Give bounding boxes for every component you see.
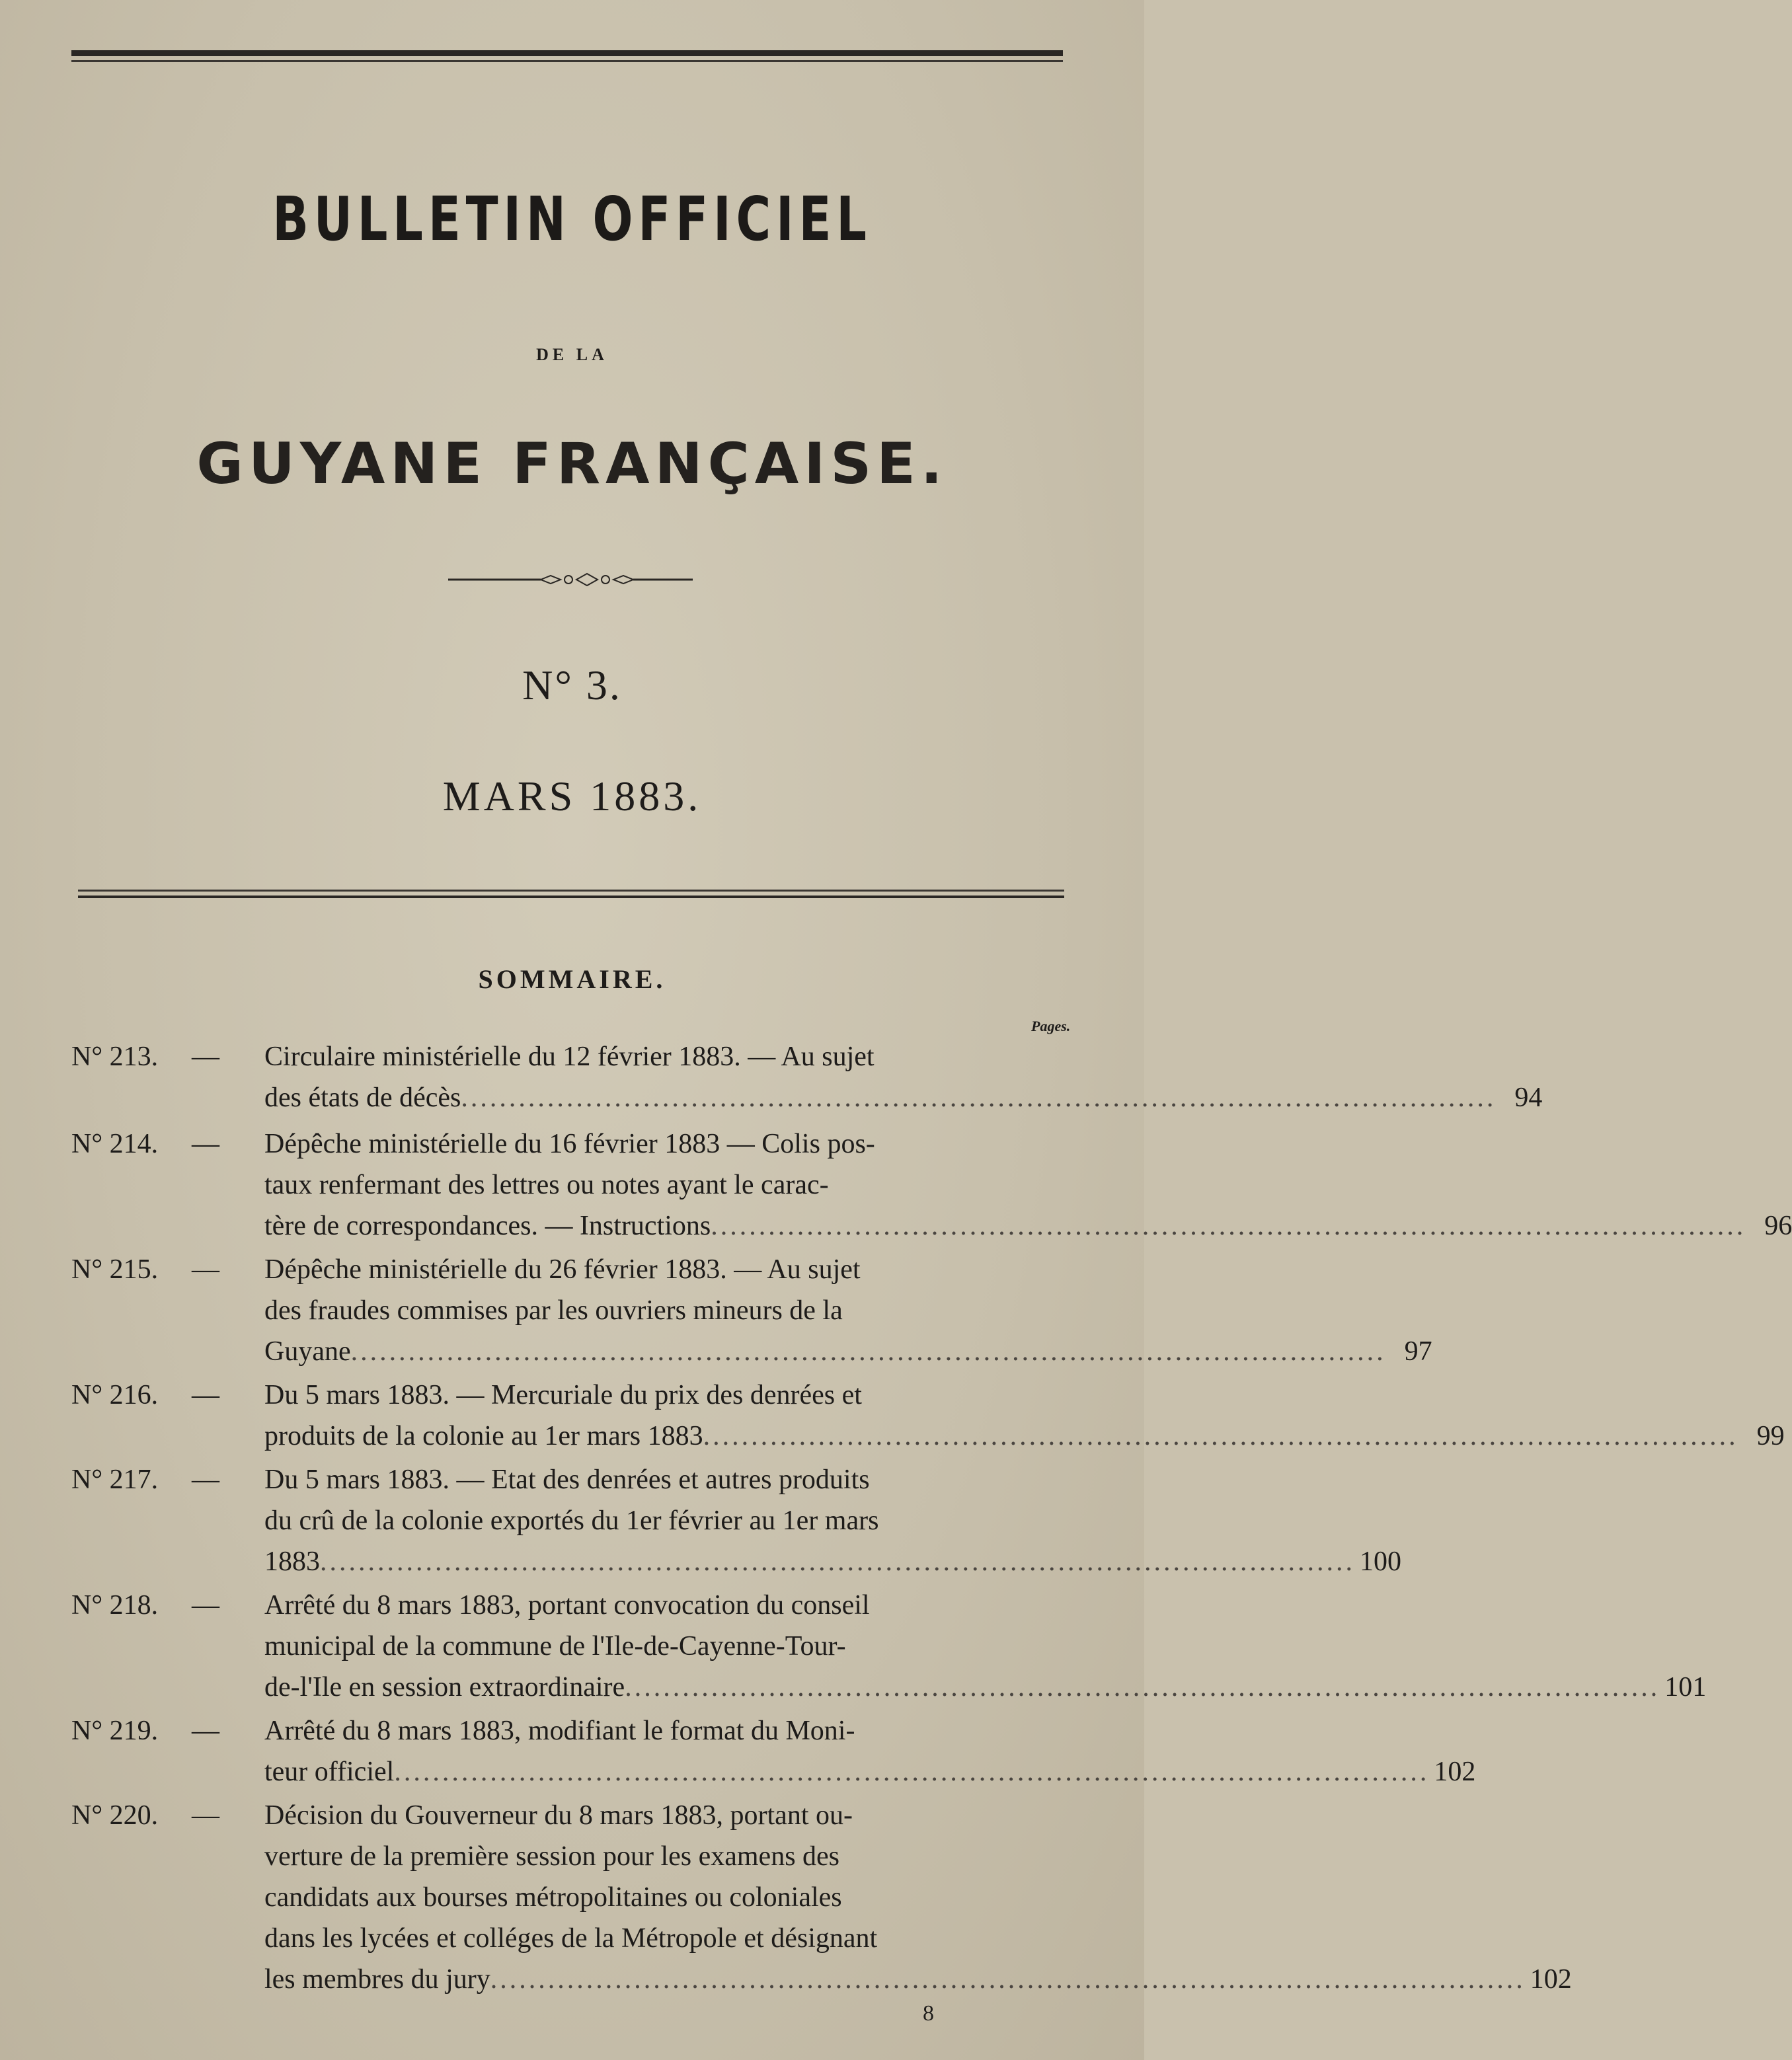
colony-title: GUYANE FRANÇAISE. xyxy=(196,431,948,497)
entry-text xyxy=(264,1249,1432,1372)
leader-dots: ............................................................................................................ xyxy=(490,1964,1526,1995)
entry-text xyxy=(264,1375,1785,1457)
entry-dash: — xyxy=(192,1716,219,1746)
bulletin-title: BULLETIN OFFICIEL xyxy=(272,184,872,254)
signature-mark: 8 xyxy=(923,2001,934,2026)
entry-text xyxy=(264,1459,1401,1582)
ornament-divider xyxy=(448,570,693,590)
entry-dash: — xyxy=(192,1129,219,1159)
entry-number: N° 218. xyxy=(71,1590,159,1621)
leader-dots: ............................................................................................................ xyxy=(625,1672,1660,1702)
entry-line: Dépêche ministérielle du 16 février 1883 — Colis pos- xyxy=(264,1129,875,1159)
entry-dash: — xyxy=(192,1254,219,1285)
entry-number: N° 219. xyxy=(71,1716,159,1746)
page-number: 102 xyxy=(1530,1964,1572,1995)
entry-line: Guyane xyxy=(264,1336,351,1367)
page-number: 101 xyxy=(1664,1672,1707,1702)
entry-number: N° 214. xyxy=(71,1129,159,1159)
entry-number: N° 215. xyxy=(71,1254,159,1285)
entry-number: N° 216. xyxy=(71,1380,159,1410)
page-number: 102 xyxy=(1434,1757,1476,1787)
entry-line: Dépêche ministérielle du 26 février 1883. — Au sujet xyxy=(264,1254,861,1285)
de-la-text: DE LA xyxy=(536,345,608,364)
entry-line: produits de la colonie au 1er mars 1883 xyxy=(264,1421,703,1451)
entry-line: de-l'Ile en session extraordinaire xyxy=(264,1672,625,1702)
entry-text xyxy=(264,1585,1707,1708)
entry-line: les membres du jury xyxy=(264,1964,490,1995)
entry-dash: — xyxy=(192,1380,219,1410)
middle-double-rule xyxy=(78,890,1064,903)
page-number: 97 xyxy=(1404,1336,1432,1367)
entry-number: N° 220. xyxy=(71,1800,159,1831)
entry-line: tère de correspondances. — Instructions xyxy=(264,1211,711,1241)
leader-dots: ............................................................................................................ xyxy=(461,1083,1497,1113)
entry-line: Du 5 mars 1883. — Etat des denrées et autres produits xyxy=(264,1465,870,1495)
entry-dash: — xyxy=(192,1590,219,1621)
leader-dots: ............................................................................................................ xyxy=(394,1757,1430,1787)
entry-line: Décision du Gouverneur du 8 mars 1883, portant ou- xyxy=(264,1800,853,1831)
pages-column-label: Pages. xyxy=(1031,1018,1071,1034)
page-number: 99 xyxy=(1756,1421,1785,1451)
entry-dash: — xyxy=(192,1042,219,1072)
entry-line: taux renfermant des lettres ou notes ayant le carac- xyxy=(264,1170,829,1200)
page-number: 96 xyxy=(1764,1211,1792,1241)
entry-line: verture de la première session pour les examens des xyxy=(264,1841,840,1872)
entry-text xyxy=(264,1795,1572,2000)
thick-rule-line xyxy=(78,896,1064,898)
entry-dash: — xyxy=(192,1800,219,1831)
entry-line: Arrêté du 8 mars 1883, modifiant le format du Moni- xyxy=(264,1716,855,1746)
entry-last-line xyxy=(264,1331,1432,1372)
entry-number: N° 213. xyxy=(71,1042,159,1072)
entry-line: Arrêté du 8 mars 1883, portant convocation du conseil xyxy=(264,1590,870,1621)
leader-dots: ............................................................................................................ xyxy=(703,1421,1738,1451)
entry-line: des états de décès xyxy=(264,1083,461,1113)
entry-line: municipal de la commune de l'Ile-de-Cayenne-Tour- xyxy=(264,1631,846,1661)
entry-text xyxy=(264,1124,1792,1246)
top-double-rule xyxy=(71,50,1063,65)
entry-line: des fraudes commises par les ouvriers mineurs de la xyxy=(264,1295,843,1326)
leader-dots: ............................................................................................................ xyxy=(711,1211,1746,1241)
page-number: 100 xyxy=(1360,1546,1401,1577)
entry-last-line xyxy=(264,1751,1476,1792)
entry-last-line xyxy=(264,1416,1785,1457)
entry-last-line xyxy=(264,1205,1792,1246)
entry-last-line xyxy=(264,1959,1572,2000)
thin-rule-line xyxy=(78,890,1064,892)
entry-line: Circulaire ministérielle du 12 février 1883. — Au sujet xyxy=(264,1042,875,1072)
thick-rule-line xyxy=(71,50,1063,56)
issue-month: MARS 1883. xyxy=(442,773,702,820)
entry-text xyxy=(264,1710,1476,1792)
entry-line: du crû de la colonie exportés du 1er février au 1er mars xyxy=(264,1506,879,1536)
thin-rule-line xyxy=(71,60,1063,62)
page-number: 94 xyxy=(1514,1083,1543,1113)
entry-line: dans les lycées et colléges de la Métropole et désignant xyxy=(264,1923,878,1954)
entry-last-line xyxy=(264,1667,1707,1708)
entry-number: N° 217. xyxy=(71,1465,159,1495)
entry-line: 1883 xyxy=(264,1546,320,1577)
entry-last-line xyxy=(264,1077,1543,1118)
entry-last-line xyxy=(264,1541,1401,1582)
sommaire-heading: SOMMAIRE. xyxy=(478,964,666,994)
leader-dots: ............................................................................................................ xyxy=(320,1546,1355,1577)
entry-line: teur officiel xyxy=(264,1757,395,1787)
leader-dots: ............................................................................................................ xyxy=(350,1336,1386,1367)
entry-line: candidats aux bourses métropolitaines ou coloniales xyxy=(264,1882,842,1913)
entry-dash: — xyxy=(192,1465,219,1495)
entry-text xyxy=(264,1036,1543,1118)
entry-line: Du 5 mars 1883. — Mercuriale du prix des denrées et xyxy=(264,1380,862,1410)
issue-number: N° 3. xyxy=(522,662,622,708)
